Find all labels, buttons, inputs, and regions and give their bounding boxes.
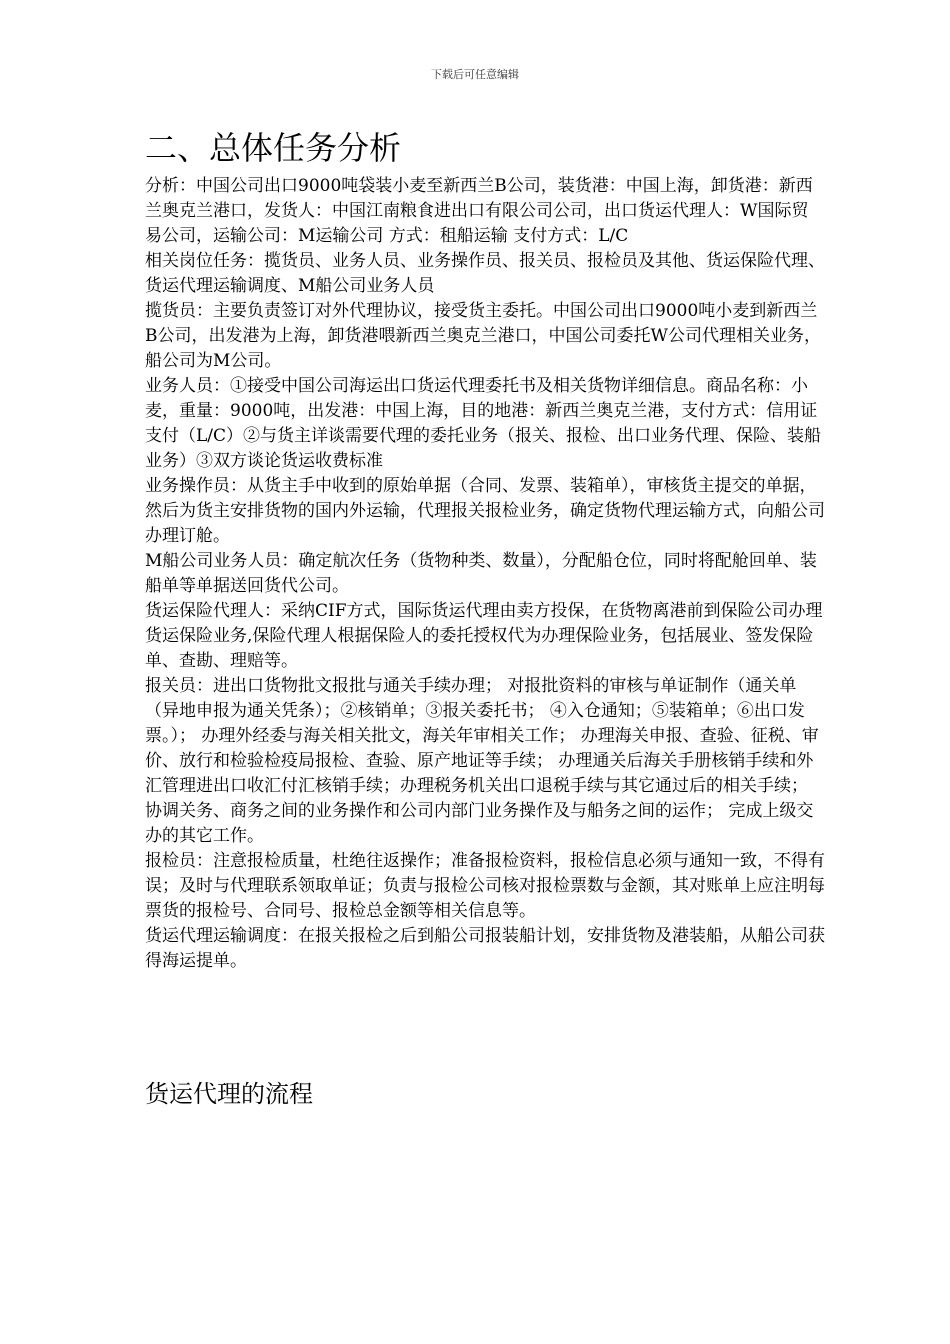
paragraph-analysis: 分析：中国公司出口9000吨袋装小麦至新西兰B公司，装货港：中国上海，卸货港：新西兰奥克兰港口，发货人：中国江南粮食进出口有限公司公司，出口货运代理人：W国际贸易公司，运输公司：M运输公司 方式：租船运输 支付方式：L/C [145, 176, 813, 246]
paragraph-transport-dispatcher: 货运代理运输调度：在报关报检之后到船公司报装船计划，安排货物及港装船，从船公司获得海运提单。 [145, 926, 825, 971]
paragraph-inspection-declarant: 报检员：注意报检质量，杜绝往返操作；准备报检资料，报检信息必须与通知一致，不得有误；及时与代理联系领取单证；负责与报检公司核对报检票数与金额，其对账单上应注明每票货的报检号、合同号、报检总金额等相关信息等。 [145, 851, 825, 921]
subheading-process: 货运代理的流程 [145, 1080, 313, 1108]
body-text [145, 174, 825, 974]
paragraph-customs-broker: 报关员：进出口货物批文报批与通关手续办理； 对报批资料的审核与单证制作（通关单（异地申报为通关凭条）；②核销单；③报关委托书； ④入仓通知；⑤装箱单；⑥出口发票。）； 办理外经委与海关相关批文，海关年审相关工作； 办理海关申报、查验、征税、审价、放行和检验检疫局报检、查验、原产地证等手续； 办理通关后海关手册核销手续和外汇管理进出口收汇付汇核销手续；办理税务机关出口退税手续与其它通过后的相关手续； 协调关务、商务之间的业务操作和公司内部门业务操作及与船务之间的运作； 完成上级交办的其它工作。 [145, 676, 819, 846]
paragraph-business-operator: 业务操作员：从货主手中收到的原始单据（合同、发票、装箱单），审核货主提交的单据，然后为货主安排货物的国内外运输，代理报关报检业务，确定货物代理运输方式，向船公司办理订舱。 [145, 476, 825, 546]
paragraph-business-staff: 业务人员：①接受中国公司海运出口货运代理委托书及相关货物详细信息。商品名称：小麦，重量：9000吨，出发港：中国上海，目的地港：新西兰奥克兰港，支付方式：信用证支付（L/C）②与货主详谈需要代理的委托业务（报关、报检、出口业务代理、保险、装船业务）③双方谈论货运收费标准 [145, 376, 822, 471]
header-note: 下载后可任意编辑 [431, 68, 519, 81]
paragraph-related-roles: 相关岗位任务：揽货员、业务人员、业务操作员、报关员、报检员及其他、货运保险代理、货运代理运输调度、M船公司业务人员 [145, 251, 825, 296]
paragraph-shipping-company: M船公司业务人员：确定航次任务（货物种类、数量），分配船仓位，同时将配舱回单、装船单等单据送回货代公司。 [145, 551, 817, 596]
section-title: 二、总体任务分析 [145, 129, 402, 167]
paragraph-cargo-solicitor: 揽货员：主要负责签订对外代理协议，接受货主委托。中国公司出口9000吨小麦到新西兰B公司，出发港为上海，卸货港喂新西兰奥克兰港口，中国公司委托W公司代理相关业务，船公司为M公司。 [145, 301, 821, 371]
paragraph-insurance-agent: 货运保险代理人：采纳CIF方式，国际货运代理由卖方投保，在货物离港前到保险公司办理货运保险业务,保险代理人根据保险人的委托授权代为办理保险业务，包括展业、签发保险单、查勘、理赔等。 [145, 601, 823, 671]
